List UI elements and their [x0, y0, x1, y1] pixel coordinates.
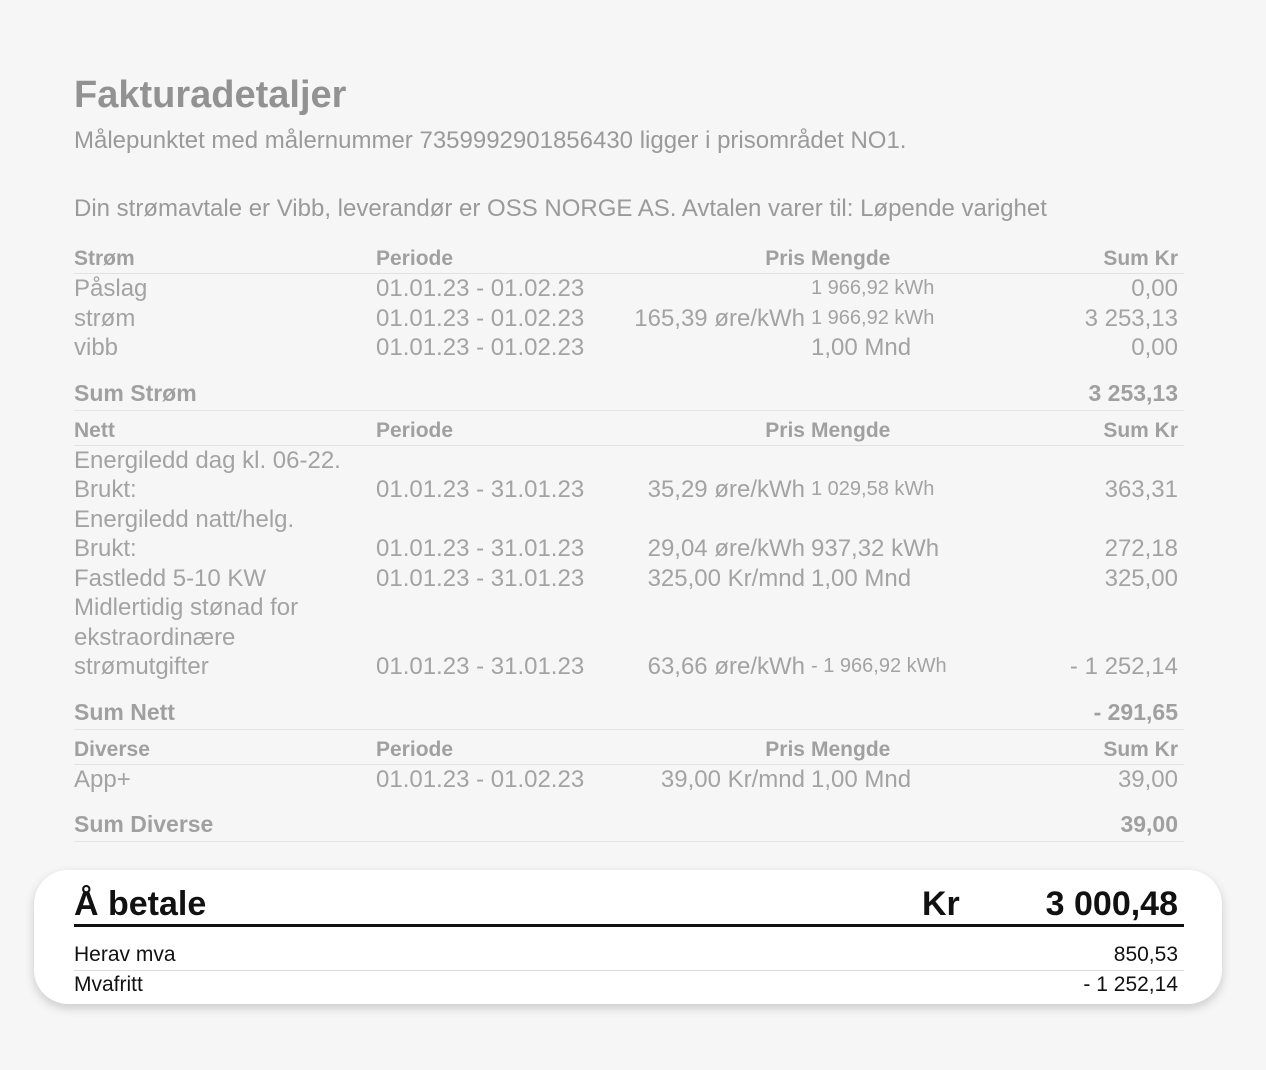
row-name: vibb [74, 334, 119, 361]
amount-due-label: Å betale [74, 885, 207, 923]
row-period: 01.01.23 - 31.01.23 [376, 564, 585, 592]
row-sum: 325,00 [1104, 564, 1178, 592]
row-qty: 1,00 Mnd [811, 765, 912, 793]
strom-heading: Strøm [74, 245, 376, 274]
vat-free-row [74, 971, 1184, 1000]
nett-total-label: Sum Nett [74, 682, 1021, 730]
diverse-total-label: Sum Diverse [74, 794, 1021, 842]
row-price: 165,39 øre/kWh [634, 304, 805, 332]
nett-total-row [74, 682, 1184, 730]
col-pris: Pris [606, 245, 811, 274]
row-name: Påslag [74, 275, 148, 302]
row-price: 29,04 øre/kWh [647, 535, 805, 562]
table-row [74, 333, 1184, 363]
table-row [74, 274, 1184, 304]
table-row [74, 304, 1184, 334]
row-qty: 937,32 kWh [811, 535, 940, 562]
row-name: strøm [74, 304, 136, 332]
col-periode: Periode [376, 245, 606, 274]
row-qty: 1,00 Mnd [811, 334, 912, 361]
nett-table [74, 417, 1184, 730]
currency-label: Kr [922, 885, 960, 923]
table-row [74, 652, 1184, 682]
row-period: 01.01.23 - 31.01.23 [376, 476, 585, 503]
row-name: Energiledd natt/helg. [74, 505, 295, 533]
table-row [74, 623, 1184, 653]
row-price [606, 333, 811, 363]
row-period: 01.01.23 - 01.02.23 [376, 334, 585, 361]
table-row [74, 564, 1184, 594]
col-mengde: Mengde [811, 245, 1021, 274]
row-price: 39,00 Kr/mnd [660, 765, 805, 793]
nett-heading: Nett [74, 417, 376, 446]
row-sum: 363,31 [1104, 476, 1178, 503]
row-qty: 1 966,92 kWh [811, 277, 935, 299]
strom-total-value: 3 253,13 [1021, 363, 1184, 411]
row-name: Fastledd 5-10 KW [74, 564, 267, 592]
row-sum: 272,18 [1104, 535, 1178, 562]
row-name: Energiledd dag kl. 06-22. [74, 446, 341, 474]
table-row [74, 505, 1184, 535]
strom-header-row [74, 245, 1184, 274]
row-name: App+ [74, 765, 131, 793]
row-period: 01.01.23 - 01.02.23 [376, 304, 585, 332]
diverse-total-row [74, 794, 1184, 842]
vat-free-value: - 1 252,14 [1083, 973, 1178, 996]
row-sum: 39,00 [1117, 765, 1178, 793]
col-sum: Sum Kr [1021, 245, 1184, 274]
strom-total-label: Sum Strøm [74, 363, 1021, 411]
col-periode: Periode [376, 736, 606, 765]
table-row [74, 445, 1184, 475]
table-row [74, 593, 1184, 623]
col-mengde: Mengde [811, 417, 1021, 446]
row-price [606, 274, 811, 304]
row-sum: - 1 252,14 [1069, 653, 1178, 680]
row-sum: 3 253,13 [1084, 304, 1178, 332]
payment-summary-card [34, 870, 1222, 1004]
row-period: 01.01.23 - 31.01.23 [376, 535, 585, 562]
row-period: 01.01.23 - 01.02.23 [376, 765, 585, 793]
diverse-header-row [74, 736, 1184, 765]
vat-label: Herav mva [74, 943, 176, 966]
vat-row [74, 941, 1184, 971]
row-price: 63,66 øre/kWh [647, 653, 805, 680]
row-period: 01.01.23 - 31.01.23 [376, 653, 585, 680]
row-period: 01.01.23 - 01.02.23 [376, 275, 585, 302]
agreement-info-text: Din strømavtale er Vibb, leverandør er OSS NORGE AS. Avtalen varer til: Løpende varighet [74, 195, 1047, 222]
vat-free-label: Mvafritt [74, 973, 143, 996]
strom-total-row [74, 363, 1184, 411]
row-name: Brukt: [74, 476, 137, 503]
col-periode: Periode [376, 417, 606, 446]
row-name: Midlertidig stønad for [74, 594, 299, 621]
vat-value: 850,53 [1113, 943, 1178, 966]
row-name: Brukt: [74, 535, 137, 562]
col-sum: Sum Kr [1021, 417, 1184, 446]
diverse-total-value: 39,00 [1021, 794, 1184, 842]
row-sum: 0,00 [1131, 334, 1178, 361]
col-mengde: Mengde [811, 736, 1021, 765]
page-title: Fakturadetaljer [74, 74, 347, 116]
amount-due-value: 3 000,48 [1045, 885, 1178, 923]
nett-header-row [74, 417, 1184, 446]
row-name: strømutgifter [74, 653, 209, 680]
row-qty: - 1 966,92 kWh [811, 655, 947, 677]
diverse-table [74, 736, 1184, 843]
table-row [74, 475, 1184, 505]
col-pris: Pris [606, 736, 811, 765]
col-pris: Pris [606, 417, 811, 446]
row-sum: 0,00 [1131, 275, 1178, 302]
row-qty: 1 029,58 kWh [811, 478, 935, 500]
payment-summary [74, 880, 1184, 1000]
nett-total-value: - 291,65 [1021, 682, 1184, 730]
row-price: 35,29 øre/kWh [647, 476, 805, 503]
invoice-details [74, 72, 1184, 842]
amount-due-row [74, 880, 1184, 927]
strom-table [74, 245, 1184, 411]
meter-info-text: Målepunktet med målernummer 7359992901856430 ligger i prisområdet NO1. [74, 127, 907, 154]
diverse-heading: Diverse [74, 736, 376, 765]
table-row [74, 534, 1184, 564]
table-row [74, 764, 1184, 794]
row-qty: 1 966,92 kWh [811, 306, 935, 329]
row-price: 325,00 Kr/mnd [647, 564, 805, 592]
row-name: ekstraordinære [74, 623, 236, 651]
row-qty: 1,00 Mnd [811, 564, 912, 592]
col-sum: Sum Kr [1021, 736, 1184, 765]
